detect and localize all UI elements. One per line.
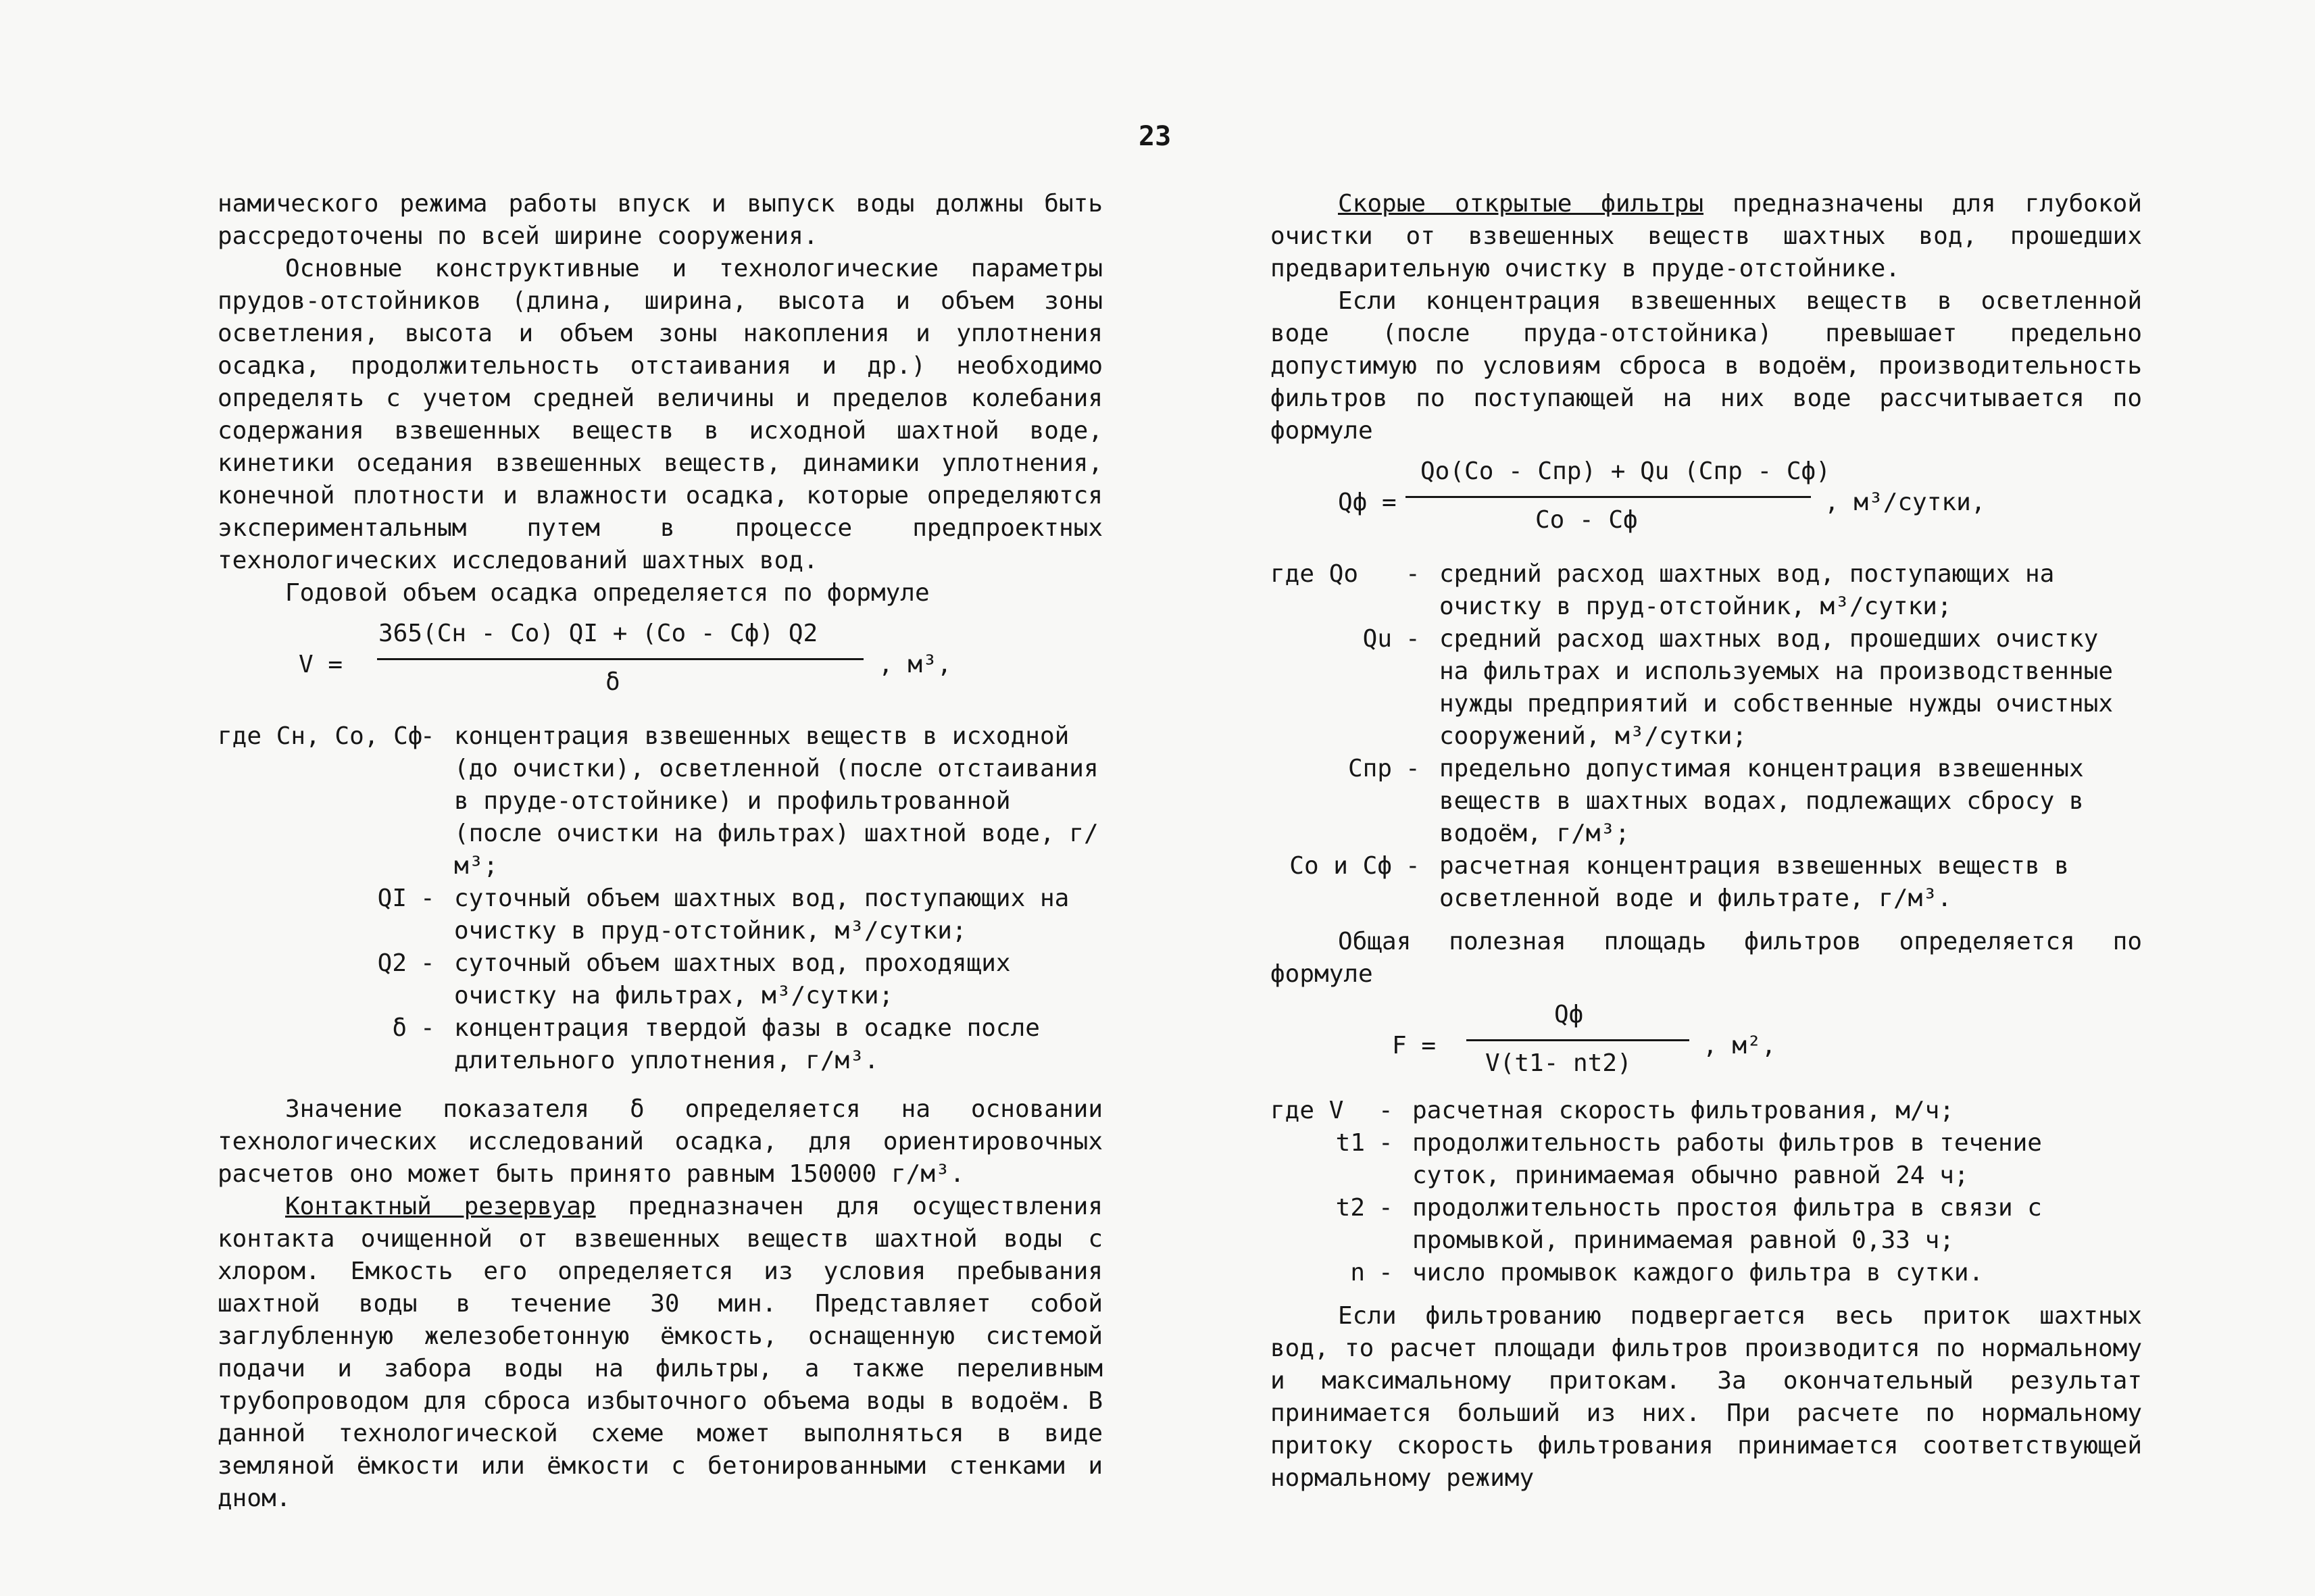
paragraph: Основные конструктивные и технологические параметры прудов-отстойников (длина, ширина, высота и объем зоны осветления, высота и объем зоны накопления и уплотнения осадка, продолжительность отстаивания и др.) необходимо определять с учетом средней величины и пределов колебания содержания взвешенных веществ в исходной шахтной воде, кинетики оседания взвешенных веществ, динамики уплотнения, конечной плотности и влажности осадка, которые определяются экспериментальным путем в процессе предпроектных технологических исследований шахтных вод.: [218, 255, 1103, 574]
paragraph: Если фильтрованию подвергается весь приток шахтных вод, то расчет площади фильтров производится по нормальному и максимальному притокам. За окончательный результат принимается больший из них. При расчете по нормальному притоку скорость фильтрования принимается соответствующей нормальному режиму: [1270, 1302, 2142, 1492]
definition-row: Cпр - предельно допустимая концентрация взвешенных веществ в шахтных водах, подлежащих сбросу в водоём, г/м³;: [1270, 753, 2142, 850]
fraction-bar: [377, 658, 864, 660]
term-underlined: Контактный резервуар: [285, 1193, 596, 1220]
definition-text: средний расход шахтных вод, прошедших очистку на фильтрах и используемых на производственные нужды предприятий и собственные нужды очистных сооружений, м³/сутки;: [1439, 625, 2113, 750]
fraction-bar: [1405, 496, 1811, 498]
definition-text: предельно допустимая концентрация взвешенных веществ в шахтных водах, подлежащих сбросу в водоём, г/м³;: [1439, 755, 2084, 847]
right-column: [1270, 188, 2142, 1495]
definition-text: расчетная скорость фильтрования, м/ч;: [1412, 1097, 1954, 1124]
formula-denominator: Co - Cф: [1535, 506, 1638, 534]
definition-row: t1 - продолжительность работы фильтров в течение суток, принимаемая обычно равной 24 ч;: [1270, 1127, 2142, 1192]
definitions-list: [1270, 558, 2142, 915]
definition-symbol: Co и Cф: [1289, 852, 1392, 880]
definition-text: продолжительность простоя фильтра в связи с промывкой, принимаемая равной 0,33 ч;: [1412, 1194, 2042, 1254]
paragraph: намического режима работы впуск и выпуск воды должны быть рассредоточены по всей ширине сооружения.: [218, 190, 1103, 250]
formula-lhs: F =: [1392, 1032, 1437, 1059]
definition-row: Co и Cф - расчетная концентрация взвешенных веществ в осветленной воде и фильтрате, г/м³.: [1270, 850, 2142, 915]
formula-filter-area: [1270, 999, 2142, 1087]
formula-suffix: , м²,: [1703, 1032, 1776, 1059]
definition-row: где V - расчетная скорость фильтрования, м/ч;: [1270, 1095, 2142, 1127]
definition-symbol: δ: [392, 1014, 407, 1042]
definition-row: δ - концентрация твердой фазы в осадке после длительного уплотнения, г/м³.: [218, 1012, 1103, 1077]
formula-lhs: V =: [299, 651, 343, 678]
fraction-bar: [1466, 1039, 1689, 1041]
definition-text: концентрация твердой фазы в осадке после длительного уплотнения, г/м³.: [454, 1014, 1040, 1074]
formula-numerator: Qф: [1554, 1001, 1584, 1028]
term-underlined: Скорые открытые фильтры: [1338, 190, 1704, 218]
definition-symbol: где V: [1270, 1097, 1344, 1124]
paragraph: Годовой объем осадка определяется по формуле: [285, 579, 930, 607]
paragraph: Скорые открытые фильтры предназначены для глубокой очистки от взвешенных веществ шахтных вод, прошедших предварительную очистку в пруде-отстойнике.: [1270, 190, 2143, 282]
definition-symbol: где Qo: [1270, 560, 1359, 588]
formula-suffix: , м³/сутки,: [1824, 489, 1986, 516]
left-column: [218, 188, 1103, 1515]
definition-symbol: где Cн, Co, Cф: [218, 722, 423, 750]
definition-text: суточный объем шахтных вод, проходящих очистку на фильтрах, м³/сутки;: [454, 949, 1011, 1009]
definition-text: расчетная концентрация взвешенных веществ в осветленной воде и фильтрате, г/м³.: [1439, 852, 2069, 912]
formula-numerator: Qo(Co - Cпр) + Qu (Cпр - Cф): [1420, 457, 1831, 485]
page-number: 23: [1139, 121, 1172, 152]
definition-text: продолжительность работы фильтров в течение суток, принимаемая обычно равной 24 ч;: [1412, 1129, 2042, 1189]
definition-symbol: Qu: [1362, 625, 1392, 653]
paragraph: Общая полезная площадь фильтров определяется по формуле: [1270, 928, 2142, 988]
definition-row: где Cн, Co, Cф - концентрация взвешенных веществ в исходной (до очистки), осветленной (после отстаивания в пруде-отстойнике) и профильтрованной (после очистки на фильтрах) шахтной воде, г/м³;: [218, 720, 1103, 882]
definition-symbol: t1: [1335, 1129, 1365, 1157]
definitions-list: [218, 720, 1103, 1077]
formula-suffix: , м³,: [878, 651, 952, 678]
definition-row: n - число промывок каждого фильтра в сутки.: [1270, 1257, 2142, 1289]
definition-symbol: QI: [377, 884, 407, 912]
definition-text: суточный объем шахтных вод, поступающих на очистку в пруд-отстойник, м³/сутки;: [454, 884, 1070, 945]
definition-row: QI - суточный объем шахтных вод, поступающих на очистку в пруд-отстойник, м³/сутки;: [218, 882, 1103, 947]
paragraph: Если концентрация взвешенных веществ в осветленной воде (после пруда-отстойника) превышает предельно допустимую по условиям сброса в водоём, производительность фильтров по поступающей на них воде рассчитывается по формуле: [1270, 287, 2142, 445]
definition-text: концентрация взвешенных веществ в исходной (до очистки), осветленной (после отстаивания в пруде-отстойнике) и профильтрованной (после очистки на фильтрах) шахтной воде, г/м³;: [454, 722, 1099, 880]
formula-filter-capacity: [1270, 455, 2142, 550]
definition-text: число промывок каждого фильтра в сутки.: [1412, 1259, 1984, 1287]
definition-row: где Qo - средний расход шахтных вод, поступающих на очистку в пруд-отстойник, м³/сутки;: [1270, 558, 2142, 623]
formula-sediment-volume: [218, 618, 1103, 712]
definition-row: Q2 - суточный объем шахтных вод, проходящих очистку на фильтрах, м³/сутки;: [218, 947, 1103, 1012]
definitions-list: [1270, 1095, 2142, 1289]
formula-numerator: 365(Cн - Co) QI + (Co - Cф) Q2: [378, 620, 818, 647]
formula-denominator: δ: [605, 668, 620, 696]
definition-symbol: Q2: [377, 949, 407, 977]
paragraph: Значение показателя δ определяется на основании технологических исследований осадка, для ориентировочных расчетов оно может быть принято равным 150000 г/м³.: [218, 1095, 1103, 1188]
definition-text: средний расход шахтных вод, поступающих на очистку в пруд-отстойник, м³/сутки;: [1439, 560, 2055, 620]
formula-denominator: V(t1- nt2): [1485, 1049, 1632, 1077]
definition-row: t2 - продолжительность простоя фильтра в связи с промывкой, принимаемая равной 0,33 ч;: [1270, 1192, 2142, 1257]
definition-row: Qu - средний расход шахтных вод, прошедших очистку на фильтрах и используемых на производственные нужды предприятий и собственные нужды очистных сооружений, м³/сутки;: [1270, 623, 2142, 753]
definition-symbol: n: [1350, 1259, 1365, 1287]
formula-lhs: Qф =: [1338, 489, 1397, 516]
paragraph: Контактный резервуар предназначен для осуществления контакта очищенной от взвешенных веществ шахтной воды с хлором. Емкость его определяется из условия пребывания шахтной воды в течение 30 мин. Представляет собой заглубленную железобетонную ёмкость, оснащенную системой подачи и забора воды на фильтры, а также переливным трубопроводом для сброса избыточного объема воды в водоём. В данной технологической схеме может выполняться в виде земляной ёмкости или ёмкости с бетонированными стенками и дном.: [218, 1193, 1103, 1512]
definition-symbol: t2: [1335, 1194, 1365, 1222]
definition-symbol: Cпр: [1347, 755, 1392, 782]
